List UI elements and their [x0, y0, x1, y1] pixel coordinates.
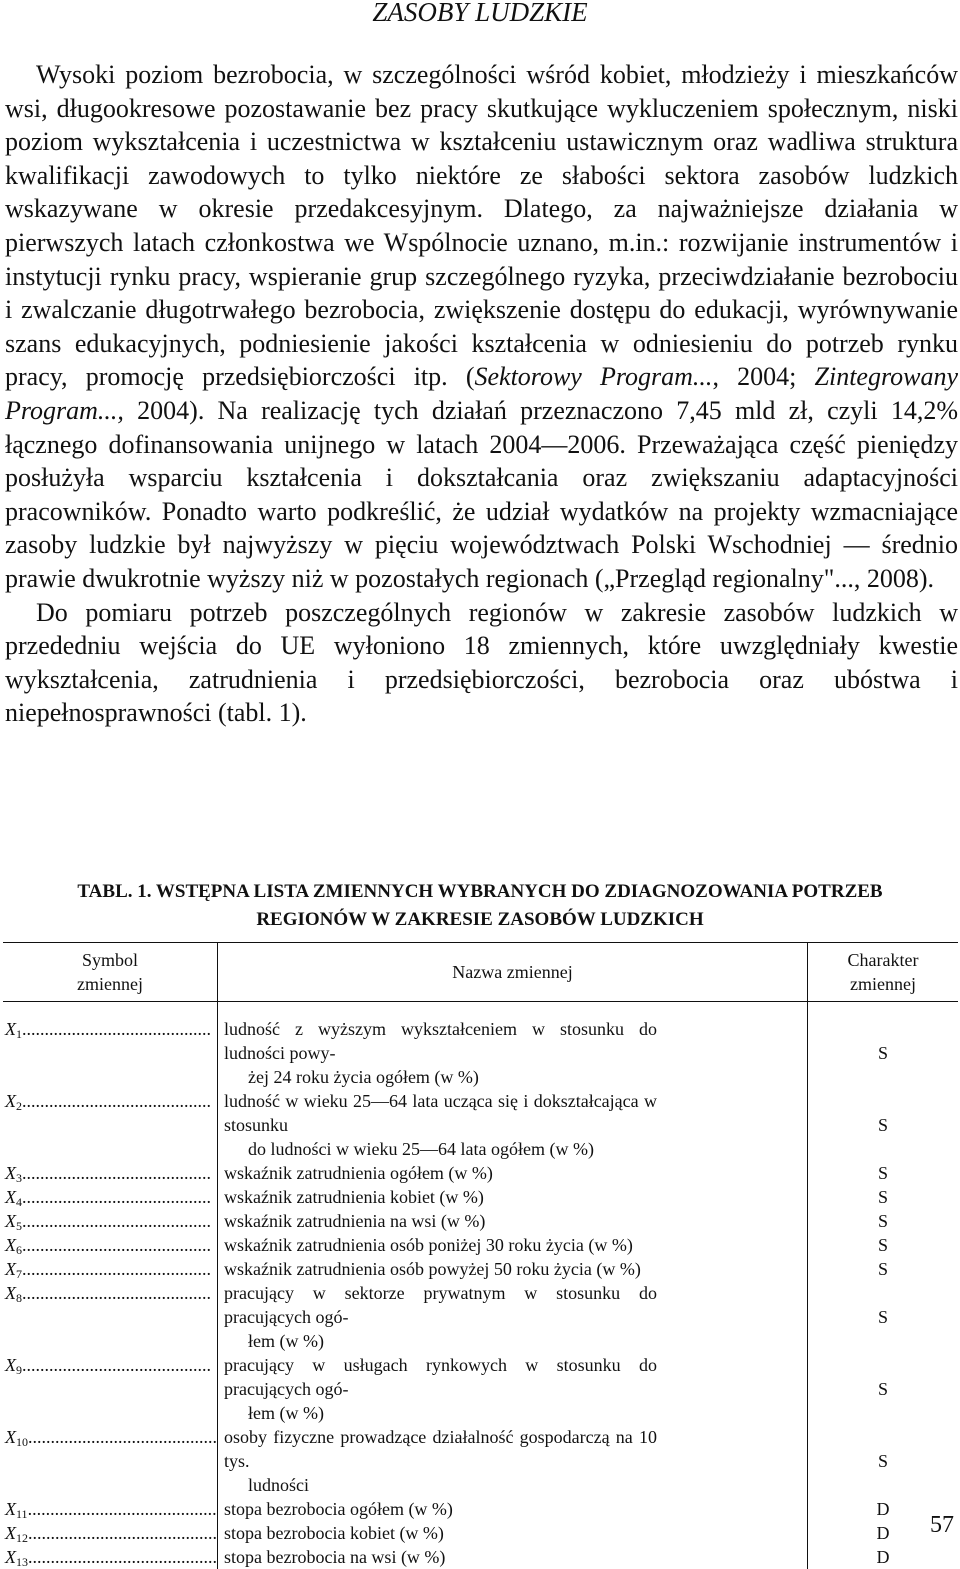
table-row — [3, 1209, 958, 1233]
variable-symbol: $X_8$.......................................... — [3, 1281, 218, 1353]
variables-table-wrapper — [3, 942, 958, 1569]
variable-symbol: $X_6$.......................................... — [3, 1233, 218, 1257]
variable-character: S — [808, 1353, 959, 1425]
table-header-row — [3, 943, 958, 1002]
page-number: 57 — [930, 1513, 954, 1537]
variable-character: S — [808, 1209, 959, 1233]
table-row — [3, 1353, 958, 1425]
citation-zintegrowany-program: Zintegrowany Program..., — [5, 362, 958, 425]
variable-name: wskaźnik zatrudnienia na wsi (w %) — [218, 1209, 808, 1233]
table-row — [3, 1425, 958, 1497]
paragraph-1 — [5, 58, 958, 596]
variable-character: D — [808, 1521, 959, 1545]
variable-name: wskaźnik zatrudnienia osób powyżej 50 roku życia (w %) — [218, 1257, 808, 1281]
table-body — [3, 1002, 958, 1569]
variable-name: ludność w wieku 25—64 lata ucząca się i dokształcająca w stosunku do ludności w wieku 25—64 lata ogółem (w %) — [218, 1089, 808, 1161]
table-row — [3, 1161, 958, 1185]
variable-name: pracujący w usługach rynkowych w stosunku do pracujących ogó- łem (w %) — [218, 1353, 808, 1425]
paragraph-2: Do pomiaru potrzeb poszczególnych regionów w zakresie zasobów ludzkich w przededniu wejścia do UE wyłoniono 18 zmiennych, które uwzględniały kwestie wykształcenia, zatrudnienia i przedsiębiorczości, bezrobocia oraz ubóstwa i niepełnosprawności (tabl. 1). — [5, 596, 958, 730]
table-row — [3, 1281, 958, 1353]
variable-name: stopa bezrobocia kobiet (w %) — [218, 1521, 808, 1545]
variable-name: stopa bezrobocia na wsi (w %) — [218, 1545, 808, 1569]
variable-symbol: $X_{13}$.......................................... — [3, 1545, 218, 1569]
variable-character: S — [808, 1089, 959, 1161]
table-row — [3, 1545, 958, 1569]
variable-name: wskaźnik zatrudnienia kobiet (w %) — [218, 1185, 808, 1209]
table-row — [3, 1089, 958, 1161]
paragraph-1-text-a: Wysoki poziom bezrobocia, w szczególności wśród kobiet, młodzieży i mieszkańców wsi, długookresowe pozostawanie bez pracy skutkujące wykluczeniem społecznym, niski poziom wykształcenia i uczestnictwa w kształceniu ustawicznym oraz wadliwa struktura kwalifikacji zawodowych to tylko niektóre ze słabości sektora zasobów ludzkich wskazywane w okresie przedakcesyjnym. Dlatego, za najważniejsze działania w pierwszych latach członkostwa we Wspólnocie uznano, m.in.: rozwijanie instrumentów i instytucji rynku pracy, wspieranie grup szczególnego ryzyka, przeciwdziałanie bezrobociu i zwalczanie długotrwałego bezrobocia, zwiększenie dostępu do edukacji, wyrównywanie szans edukacyjnych, podniesienie jakości kształcenia w odniesieniu do potrzeb rynku pracy, promocję przedsiębiorczości itp. ( — [5, 60, 958, 391]
variable-name: ludność z wyższym wykształceniem w stosunku do ludności powy- żej 24 roku życia ogółem (w %) — [218, 1017, 808, 1089]
variable-name: stopa bezrobocia ogółem (w %) — [218, 1497, 808, 1521]
section-title: ZASOBY LUDZKIE — [0, 0, 960, 28]
variable-character: D — [808, 1545, 959, 1569]
table-row — [3, 1257, 958, 1281]
table-row — [3, 1497, 958, 1521]
variable-character: S — [808, 1185, 959, 1209]
variable-symbol: $X_5$.......................................... — [3, 1209, 218, 1233]
variable-symbol: $X_{10}$.......................................... — [3, 1425, 218, 1497]
table-row — [3, 1233, 958, 1257]
variable-symbol: $X_4$.......................................... — [3, 1185, 218, 1209]
table-caption-line-1: TABL. 1. WSTĘPNA LISTA ZMIENNYCH WYBRANYCH DO ZDIAGNOZOWANIA POTRZEB — [0, 878, 960, 906]
variable-name: wskaźnik zatrudnienia ogółem (w %) — [218, 1161, 808, 1185]
table-row — [3, 1185, 958, 1209]
table-row — [3, 1017, 958, 1089]
variable-character: S — [808, 1233, 959, 1257]
variable-symbol: $X_3$.......................................... — [3, 1161, 218, 1185]
variable-character: S — [808, 1257, 959, 1281]
variable-character: S — [808, 1017, 959, 1089]
variable-character: D — [808, 1497, 959, 1521]
variable-symbol: $X_9$.......................................... — [3, 1353, 218, 1425]
table-spacer-row — [3, 1002, 958, 1018]
variable-symbol: $X_1$.......................................... — [3, 1017, 218, 1089]
table-caption — [0, 878, 960, 934]
variable-symbol: $X_7$.......................................... — [3, 1257, 218, 1281]
variable-symbol: $X_2$.......................................... — [3, 1089, 218, 1161]
header-name: Nazwa zmiennej — [218, 943, 808, 1002]
variables-table — [3, 942, 958, 1569]
paragraph-1-text-b: , 2004; — [712, 362, 814, 391]
variable-character: S — [808, 1281, 959, 1353]
table-row — [3, 1521, 958, 1545]
variable-name: osoby fizyczne prowadzące działalność gospodarczą na 10 tys. ludności — [218, 1425, 808, 1497]
header-symbol: Symbol zmiennej — [3, 943, 218, 1002]
variable-character: S — [808, 1161, 959, 1185]
variable-name: wskaźnik zatrudnienia osób poniżej 30 roku życia (w %) — [218, 1233, 808, 1257]
paragraph-1-text-c: 2004). Na realizację tych działań przeznaczono 7,45 mld zł, czyli 14,2% łącznego dofinansowania unijnego w latach 2004—2006. Przeważająca część pieniędzy posłużyła wsparciu kształcenia i dokształcania oraz zwiększaniu adaptacyjności pracowników. Ponadto warto podkreślić, że udział wydatków na projekty wzmacniające zasoby ludzkie był najwyższy w pięciu województwach Polski Wschodniej — średnio prawie dwukrotnie wyższy niż w pozostałych regionach („Przegląd regionalny"..., 2008). — [5, 396, 958, 593]
header-character: Charakter zmiennej — [808, 943, 959, 1002]
citation-sektorowy-program: Sektorowy Program... — [474, 362, 712, 391]
variable-name: pracujący w sektorze prywatnym w stosunku do pracujących ogó- łem (w %) — [218, 1281, 808, 1353]
body-text — [5, 58, 958, 730]
variable-character: S — [808, 1425, 959, 1497]
variable-symbol: $X_{11}$.......................................... — [3, 1497, 218, 1521]
table-caption-line-2: REGIONÓW W ZAKRESIE ZASOBÓW LUDZKICH — [0, 906, 960, 934]
variable-symbol: $X_{12}$.......................................... — [3, 1521, 218, 1545]
